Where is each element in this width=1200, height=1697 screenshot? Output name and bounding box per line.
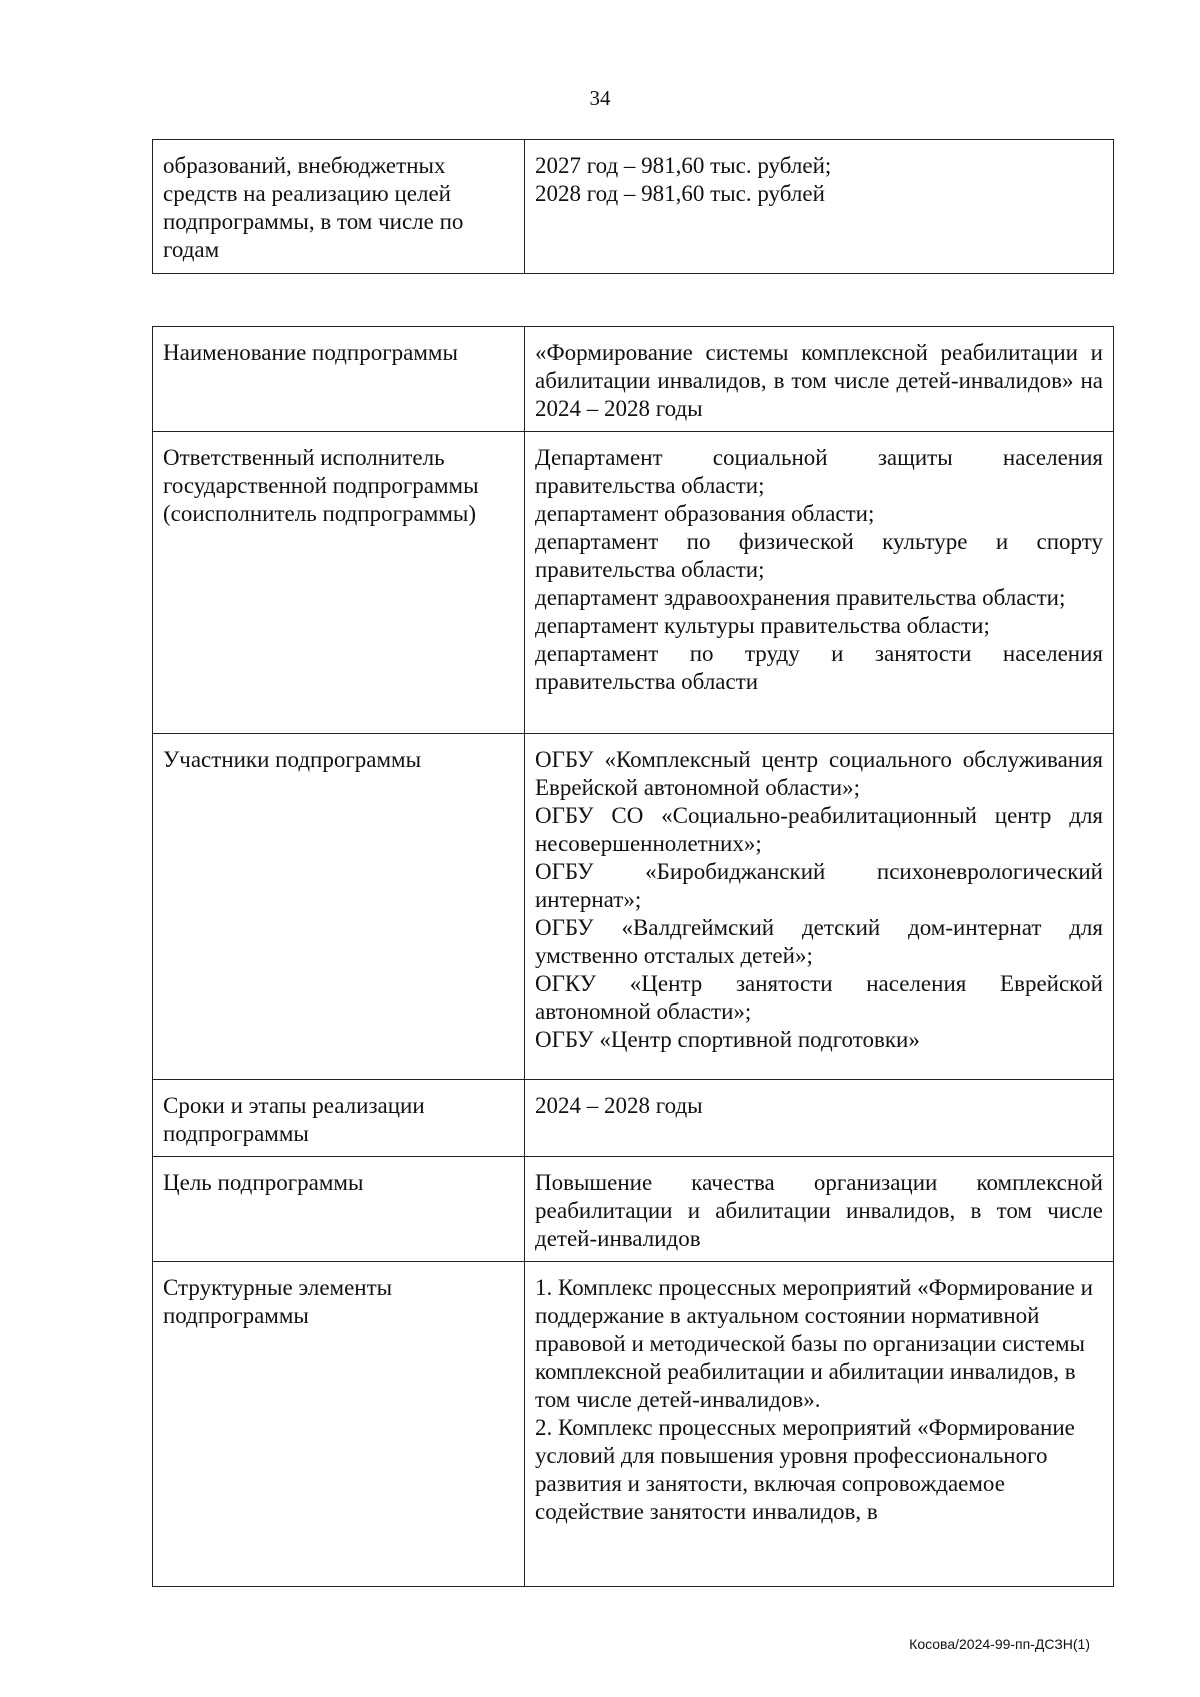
value-line: департамент по труду и занятости населения правительства области [535,641,1103,694]
value-line: 2. Комплекс процессных мероприятий «Формирование условий для повышения уровня профессионального развития и занятости, включая сопровождаемое содействие занятости инвалидов, в [535,1415,1075,1524]
row-label: Участники подпрограммы [153,734,525,1080]
row-value: «Формирование системы комплексной реабилитации и абилитации инвалидов, в том числе детей-инвалидов» на 2024 – 2028 годы [525,327,1114,432]
table-row [153,432,1114,734]
value-line: 1. Комплекс процессных мероприятий «Формирование и поддержание в актуальном состоянии нормативной правовой и методической базы по организации системы комплексной реабилитации и абилитации инвалидов, в том числе детей-инвалидов». [535,1275,1093,1412]
table-row [153,140,1114,274]
row-label: Цель подпрограммы [153,1157,525,1262]
table-row [153,734,1114,1080]
value-line: ОГБУ «Валдгеймский детский дом-интернат для умственно отсталых детей»; [535,915,1103,968]
row-value: Повышение качества организации комплексной реабилитации и абилитации инвалидов, в том числе детей-инвалидов [525,1157,1114,1262]
value-line: ОГБУ «Биробиджанский психоневрологический интернат»; [535,859,1103,912]
value-line: департамент по физической культуре и спорту правительства области; [535,529,1103,582]
table-row [153,1157,1114,1262]
page-number: 34 [589,86,611,110]
table-row [153,1080,1114,1157]
value-line: департамент здравоохранения правительства области; [535,585,1066,610]
value-line: ОГБУ СО «Социально-реабилитационный центр для несовершеннолетних»; [535,803,1103,856]
row-label: Ответственный исполнитель государственной подпрограммы (соисполнитель подпрограммы) [153,432,525,734]
row-value [525,432,1114,734]
row-label: Сроки и этапы реализации подпрограммы [153,1080,525,1157]
subprogram-passport-table [152,326,1114,1587]
value-line: ОГБУ «Комплексный центр социального обслуживания Еврейской автономной области»; [535,747,1103,800]
value-line: Департамент социальной защиты населения правительства области; [535,445,1103,498]
row-label: образований, внебюджетных средств на реализацию целей подпрограммы, в том числе по годам [153,140,525,274]
row-value: 2024 – 2028 годы [525,1080,1114,1157]
document-registration-code: Косова/2024-99-пп-ДСЗН(1) [909,1636,1090,1652]
value-line: ОГКУ «Центр занятости населения Еврейской автономной области»; [535,971,1103,1024]
value-line: ОГБУ «Центр спортивной подготовки» [535,1027,920,1052]
value-line: департамент культуры правительства области; [535,613,990,638]
value-line: департамент образования области; [535,501,875,526]
row-value [525,1262,1114,1587]
row-value [525,140,1114,274]
row-value [525,734,1114,1080]
row-label: Структурные элементы подпрограммы [153,1262,525,1587]
value-line: 2027 год – 981,60 тыс. рублей; [535,153,832,178]
table-row [153,327,1114,432]
funding-table-continuation [152,139,1114,274]
value-line: 2028 год – 981,60 тыс. рублей [535,181,825,206]
table-row [153,1262,1114,1587]
row-label: Наименование подпрограммы [153,327,525,432]
